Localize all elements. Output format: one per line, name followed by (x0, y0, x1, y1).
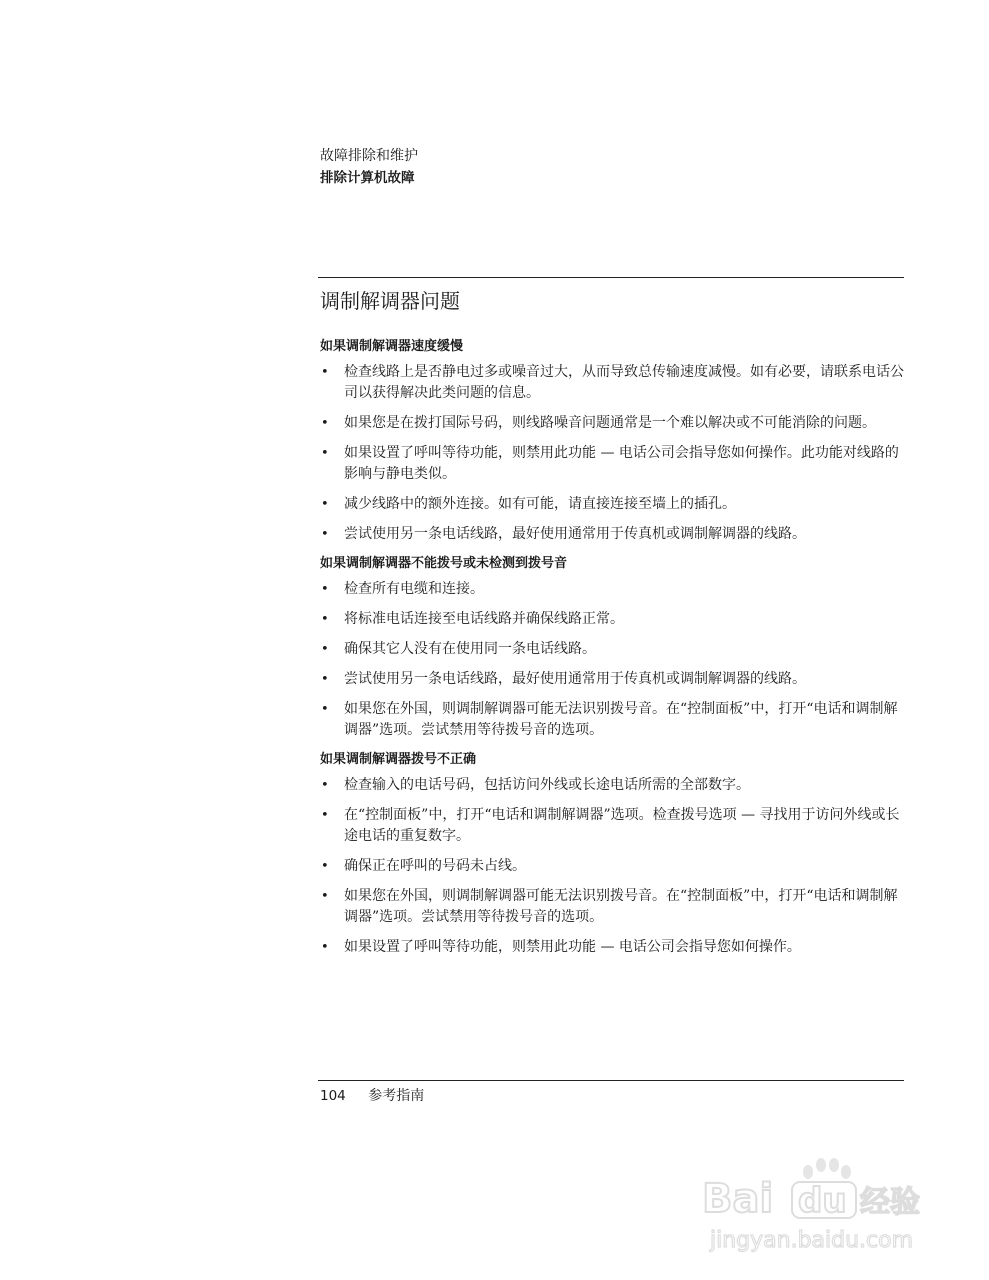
list-item (320, 805, 905, 847)
subsection-heading: 如果调制解调器速度缓慢 (320, 339, 464, 354)
bottom-rule (318, 1080, 904, 1081)
bullet-icon: • (321, 889, 329, 904)
list-item-text: 如果您在外国，则调制解调器可能无法识别拨号音。在“控制面板”中，打开“电话和调制解调器”选项。尝试禁用等待拨号音的选项。 (344, 701, 898, 738)
bullet-icon: • (321, 702, 329, 717)
main-content (320, 286, 905, 968)
list-item (320, 609, 905, 630)
page-footer (320, 1085, 424, 1107)
list-item (320, 699, 905, 741)
paw-icon (803, 1158, 851, 1179)
list-item-text: 如果设置了呼叫等待功能，则禁用此功能 — 电话公司会指导您如何操作。此功能对线路的影响与静电类似。 (344, 445, 899, 482)
list-item-text: 如果您是在拨打国际号码，则线路噪音问题通常是一个难以解决或不可能消除的问题。 (344, 415, 876, 431)
bullet-icon: • (321, 859, 329, 874)
list-item-text: 如果设置了呼叫等待功能，则禁用此功能 — 电话公司会指导您如何操作。 (344, 939, 801, 955)
bullet-list (320, 362, 905, 545)
list-item (320, 524, 905, 545)
page-number: 104 (320, 1088, 346, 1104)
bullet-icon: • (321, 778, 329, 793)
list-item (320, 775, 905, 796)
watermark-url: jingyan.baidu.com (710, 1228, 914, 1253)
subsection-heading: 如果调制解调器不能拨号或未检测到拨号音 (320, 556, 568, 571)
list-item-text: 在“控制面板”中，打开“电话和调制解调器”选项。检查拨号选项 — 寻找用于访问外线或长途电话的重复数字。 (344, 807, 900, 844)
list-item-text: 检查所有电缆和连接。 (344, 581, 484, 597)
page-title: 调制解调器问题 (320, 289, 460, 313)
bullet-icon: • (321, 582, 329, 597)
bullet-icon: • (321, 808, 329, 823)
running-header (320, 145, 418, 189)
top-rule (318, 277, 904, 278)
list-item (320, 669, 905, 690)
bullet-icon: • (321, 612, 329, 627)
footer-title: 参考指南 (368, 1088, 425, 1104)
bullet-icon: • (321, 446, 329, 461)
list-item-text: 如果您在外国，则调制解调器可能无法识别拨号音。在“控制面板”中，打开“电话和调制解调器”选项。尝试禁用等待拨号音的选项。 (344, 888, 898, 925)
bullet-icon: • (321, 416, 329, 431)
list-item (320, 937, 905, 958)
bullet-icon: • (321, 672, 329, 687)
list-item (320, 413, 905, 434)
svg-text:经验: 经验 (860, 1185, 920, 1220)
sections-container (320, 338, 905, 958)
baidu-jingyan-watermark (700, 1132, 940, 1262)
bullet-list (320, 775, 905, 958)
list-item-text: 确保正在呼叫的号码未占线。 (344, 858, 526, 874)
list-item-text: 确保其它人没有在使用同一条电话线路。 (344, 641, 596, 657)
list-item-text: 检查线路上是否静电过多或噪音过大，从而导致总传输速度减慢。如有必要，请联系电话公司以获得解决此类问题的信息。 (344, 364, 904, 401)
bullet-icon: • (321, 497, 329, 512)
list-item-text: 减少线路中的额外连接。如有可能，请直接连接至墙上的插孔。 (344, 496, 736, 512)
list-item (320, 856, 905, 877)
list-item-text: 检查输入的电话号码，包括访问外线或长途电话所需的全部数字。 (344, 777, 750, 793)
bullet-icon: • (321, 642, 329, 657)
bullet-icon: • (321, 365, 329, 380)
list-item (320, 579, 905, 600)
subsection-heading: 如果调制解调器拨号不正确 (320, 752, 477, 767)
list-item (320, 639, 905, 660)
header-section: 排除计算机故障 (320, 170, 415, 186)
watermark-logo-text (702, 1176, 920, 1222)
list-item (320, 494, 905, 515)
svg-text:du: du (798, 1181, 847, 1221)
list-item-text: 将标准电话连接至电话线路并确保线路正常。 (344, 611, 624, 627)
bullet-list (320, 579, 905, 741)
list-item-text: 尝试使用另一条电话线路，最好使用通常用于传真机或调制解调器的线路。 (344, 526, 806, 542)
bullet-icon: • (321, 940, 329, 955)
list-item (320, 886, 905, 928)
bullet-icon: • (321, 527, 329, 542)
header-chapter: 故障排除和维护 (320, 148, 418, 164)
list-item (320, 362, 905, 404)
list-item-text: 尝试使用另一条电话线路，最好使用通常用于传真机或调制解调器的线路。 (344, 671, 806, 687)
list-item (320, 443, 905, 485)
svg-text:Bai: Bai (702, 1176, 774, 1222)
